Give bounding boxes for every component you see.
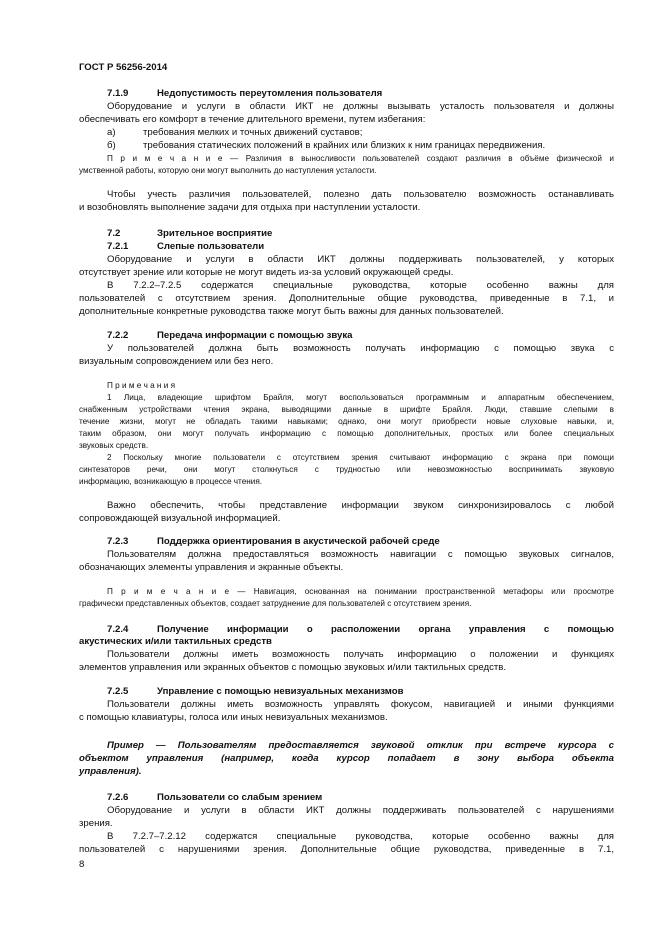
paragraph-line: пользователей с отсутствием зрения. Дополнительные общие руководства, приведенные в 7.1, и	[79, 293, 614, 304]
paragraph-line: сопровождающей визуальной информацией.	[79, 513, 281, 524]
paragraph-line: В 7.2.7–7.2.12 содержатся специальные руководства, которые особенно важны для	[107, 831, 614, 842]
notes-label: П р и м е ч а н и я	[107, 381, 176, 390]
example-line: объектом управления (например, когда курсор попадает в зону выбора объекта	[79, 753, 614, 764]
section-heading-7-2-5: 7.2.5 Управление с помощью невизуальных механизмов	[107, 686, 404, 697]
note-line: синтезаторов речи, они могут столкнуться с трудностью или невозможностью воспринимать звуковую	[79, 465, 614, 474]
paragraph-line: В 7.2.2–7.2.5 содержатся специальные руководства, которые особенно важны для	[107, 280, 614, 291]
paragraph-line: У пользователей должна быть возможность получать информацию с помощью звука с	[107, 343, 614, 354]
note-line: информацию, возникающую в процессе чтения.	[79, 477, 263, 486]
note-line: таким образом, они могут получать информацию с помощью дополнительных, простых или более специальных	[79, 429, 614, 438]
paragraph-line: Оборудование и услуги в области ИКТ не должны вызывать усталость пользователя и должны	[107, 101, 614, 112]
note-line: 2 Поскольку многие пользователи с отсутствием зрения считывают информацию с экрана при помощи	[107, 453, 614, 462]
section-heading-7-2-4: 7.2.4 Получение информации о расположении органа управления с помощью	[107, 624, 614, 635]
paragraph-line: Важно обеспечить, чтобы представление информации звуком синхронизировалось с любой	[107, 500, 614, 511]
note-line: 1 Лица, владеющие шрифтом Брайля, могут воспользоваться программным и аппаратным обеспечением,	[107, 393, 614, 402]
paragraph-line: обозначающих элементы управления и экранные объекты.	[79, 562, 344, 573]
example-line: Пример — Пользователям предоставляется звуковой отклик при встрече курсора с	[107, 740, 614, 751]
section-heading-continuation: акустических и/или тактильных средств	[79, 636, 272, 647]
section-heading-7-2: 7.2 Зрительное восприятие	[107, 228, 273, 239]
section-heading-7-2-1: 7.2.1 Слепые пользователи	[107, 241, 265, 252]
paragraph-line: Пользователи должны иметь возможность получать информацию о положении и функциях	[107, 649, 614, 660]
section-heading-7-2-2: 7.2.2 Передача информации с помощью звука	[107, 330, 353, 341]
note-line: снабженным устройствами чтения экрана, выводящими данные в шрифте Брайля. Люди, ставшие слепыми в	[79, 405, 614, 414]
note-label: П р и м е ч а н и е —	[107, 587, 246, 596]
paragraph-line: элементов управления или экранных объектов с помощью звуковых и/или тактильных средств.	[79, 662, 507, 673]
note-line: П р и м е ч а н и е — Различия в выносливости пользователей создают различия в объёме физической и	[107, 154, 614, 163]
note-line: звуковых средств.	[79, 441, 149, 450]
paragraph-line: отсутствует зрение или которые не могут видеть из-за условий окружающей среды.	[79, 267, 454, 278]
paragraph-line: визуальным сопровождением или без него.	[79, 356, 274, 367]
section-heading-7-1-9: 7.1.9 Недопустимость переутомления пользователя	[107, 88, 383, 99]
note-line: П р и м е ч а н и е — Навигация, основанная на понимании пространственной метафоры или просмотре	[107, 587, 614, 596]
note-line: течение жизни, могут не обладать такими навыками; однако, они могут приобрести новые слуховые навыки, и,	[79, 417, 614, 426]
note-label: П р и м е ч а н и е —	[107, 154, 239, 163]
note-line: умственной работы, которую они могут выполнить до наступления усталости.	[79, 166, 377, 175]
paragraph-line: Оборудование и услуги в области ИКТ должны поддерживать пользователей с нарушениями	[107, 805, 614, 816]
paragraph-line: Пользователи должны иметь возможность управлять фокусом, навигацией и иными функциями	[107, 699, 614, 710]
paragraph-line: Оборудование и услуги в области ИКТ должны поддерживать пользователей, у которых	[107, 254, 614, 265]
paragraph-line: зрения.	[79, 818, 113, 829]
paragraph-line: дополнительные конкретные руководства также могут быть важны для данных пользователей.	[79, 306, 504, 317]
paragraph-line: Пользователям должна предоставляться возможность навигации с помощью звуковых сигналов,	[107, 549, 614, 560]
paragraph-line: Чтобы учесть различия пользователей, полезно дать пользователю возможность останавливать	[107, 189, 614, 200]
document-header: ГОСТ Р 56256-2014	[79, 62, 168, 73]
paragraph-line: с помощью клавиатуры, голоса или иных невизуальных механизмов.	[79, 712, 388, 723]
example-line: управления).	[79, 766, 142, 777]
section-heading-7-2-6: 7.2.6 Пользователи со слабым зрением	[107, 792, 323, 803]
section-heading-7-2-3: 7.2.3 Поддержка ориентирования в акустической рабочей среде	[107, 536, 440, 547]
note-line: графически представленных объектов, создает затруднение для пользователей с отсутствием зрения.	[79, 599, 472, 608]
paragraph-line: и возобновлять выполнение задачи для отдыха при наступлении усталости.	[79, 202, 421, 213]
page-number: 8	[79, 859, 85, 870]
paragraph-line: пользователей с нарушениями зрения. Дополнительные общие руководства, приведенные в 7.1,	[79, 844, 614, 855]
paragraph-line: обеспечивать его комфорт в течение длительного времени, путем избегания:	[79, 114, 426, 125]
